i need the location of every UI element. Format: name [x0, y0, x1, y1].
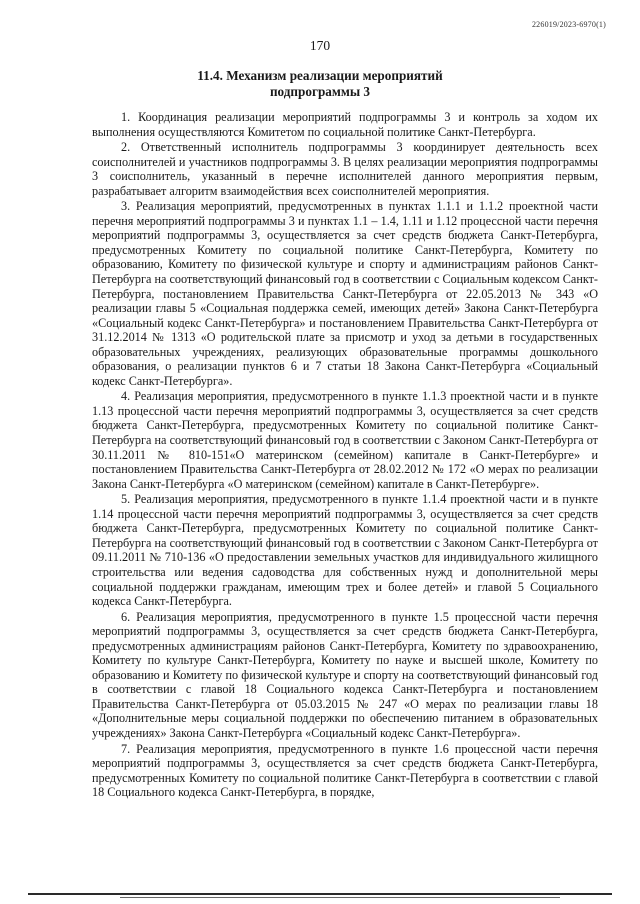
paragraph-3: 3. Реализация мероприятий, предусмотренных в пунктах 1.1.1 и 1.1.2 проектной части перечня мероприятий подпрограммы 3 и пунктах 1.1 – 1.4, 1.11 и 1.12 процессной части перечня мероприятий подпрограммы 3, осуществляется за счет средств бюджета Санкт-Петербурга, предусмотренных Комитету по социальной политике Санкт-Петербурга, Комитету по образованию, Комитету по физической культуре и спорту и администрациям районов Санкт-Петербурга на соответствующий финансовый год в соответствии с Социальным кодексом Санкт-Петербурга, постановлением Правительства Санкт-Петербурга от 22.05.2013 № 343 «О реализации главы 5 «Социальная поддержка семей, имеющих детей» Закона Санкт-Петербурга «Социальный кодекс Санкт-Петербурга» и постановлением Правительства Санкт-Петербурга от 31.12.2014 № 1313 «О родительской плате за присмотр и уход за детьми в государственных образовательных учреждениях, реализующих образовательные программы дошкольного образования, о реализации пунктов 6 и 7 статьи 18 Закона Санкт-Петербурга «Социальный кодекс Санкт-Петербурга».: [92, 199, 598, 388]
scan-edge-line: [28, 893, 612, 895]
paragraph-5: 5. Реализация мероприятия, предусмотренного в пункте 1.1.4 проектной части и в пункте 1.14 процессной части перечня мероприятий подпрограммы 3, осуществляется за счет средств бюджета Санкт-Петербурга, предусмотренных Комитету по социальной политике Санкт-Петербурга на соответствующий финансовый год в соответствии с Законом Санкт-Петербурга от 09.11.2011 № 710-136 «О предоставлении земельных участков для индивидуального жилищного строительства или ведения садоводства для собственных нужд и дополнительной меры социальной поддержки гражданам, имеющим трех и более детей» и главой 5 Социального кодекса Санкт-Петербурга.: [92, 492, 598, 609]
paragraph-2: 2. Ответственный исполнитель подпрограммы 3 координирует деятельность всех соисполнителей и участников подпрограммы 3. В целях реализации мероприятия подпрограммы 3 соисполнитель, указанный в перечне исполнителей данного мероприятия первым, разрабатывает алгоритм взаимодействия всех соисполнителей мероприятия.: [92, 140, 598, 198]
section-title: [0, 68, 640, 100]
document-id: 226019/2023-6970(1): [531, 20, 606, 29]
paragraph-6: 6. Реализация мероприятия, предусмотренного в пункте 1.5 процессной части перечня мероприятий подпрограммы 3, осуществляется за счет средств бюджета Санкт-Петербурга, предусмотренных администрациям районов Санкт-Петербурга, Комитету по здравоохранению, Комитету по культуре Санкт-Петербурга, Комитету по науке и высшей школе, Комитету по образованию и Комитету по физической культуре и спорту на соответствующий финансовый год в соответствии с главой 18 Социального кодекса Санкт-Петербурга и постановлением Правительства Санкт-Петербурга от 05.03.2015 № 247 «О мерах по реализации главы 18 «Дополнительные меры социальной поддержки по обеспечению питанием в образовательных учреждениях» Закона Санкт-Петербурга «Социальный кодекс Санкт-Петербурга».: [92, 609, 598, 740]
paragraph-7: 7. Реализация мероприятия, предусмотренного в пункте 1.6 процессной части перечня мероприятий подпрограммы 3, осуществляется за счет средств бюджета Санкт-Петербурга, предусмотренных Комитету по социальной политике Санкт-Петербурга в соответствии с главой 18 Социального кодекса Санкт-Петербурга, в порядке,: [92, 741, 598, 800]
paragraph-1: 1. Координация реализации мероприятий подпрограммы 3 и контроль за ходом их выполнения осуществляются Комитетом по социальной политике Санкт-Петербурга.: [92, 110, 598, 139]
scan-edge-line-secondary: [120, 897, 560, 898]
paragraph-4: 4. Реализация мероприятия, предусмотренного в пункте 1.1.3 проектной части и в пункте 1.13 процессной части перечня мероприятий подпрограммы 3, осуществляется за счет средств бюджета Санкт-Петербурга, предусмотренных Комитету по социальной политике Санкт-Петербурга на соответствующий финансовый год в соответствии с Законом Санкт-Петербурга от 30.11.2011 № 810-151«О материнском (семейном) капитале в Санкт-Петербурге» и постановлением Правительства Санкт-Петербурга от 28.02.2012 № 172 «О мерах по реализации Закона Санкт-Петербурга «О материнском (семейном) капитале в Санкт-Петербурге».: [92, 389, 598, 491]
section-title-line-2: подпрограммы 3: [269, 84, 371, 99]
document-body: [92, 110, 598, 801]
section-title-line-1: 11.4. Механизм реализации мероприятий: [197, 68, 443, 83]
page-number: 170: [309, 38, 331, 53]
